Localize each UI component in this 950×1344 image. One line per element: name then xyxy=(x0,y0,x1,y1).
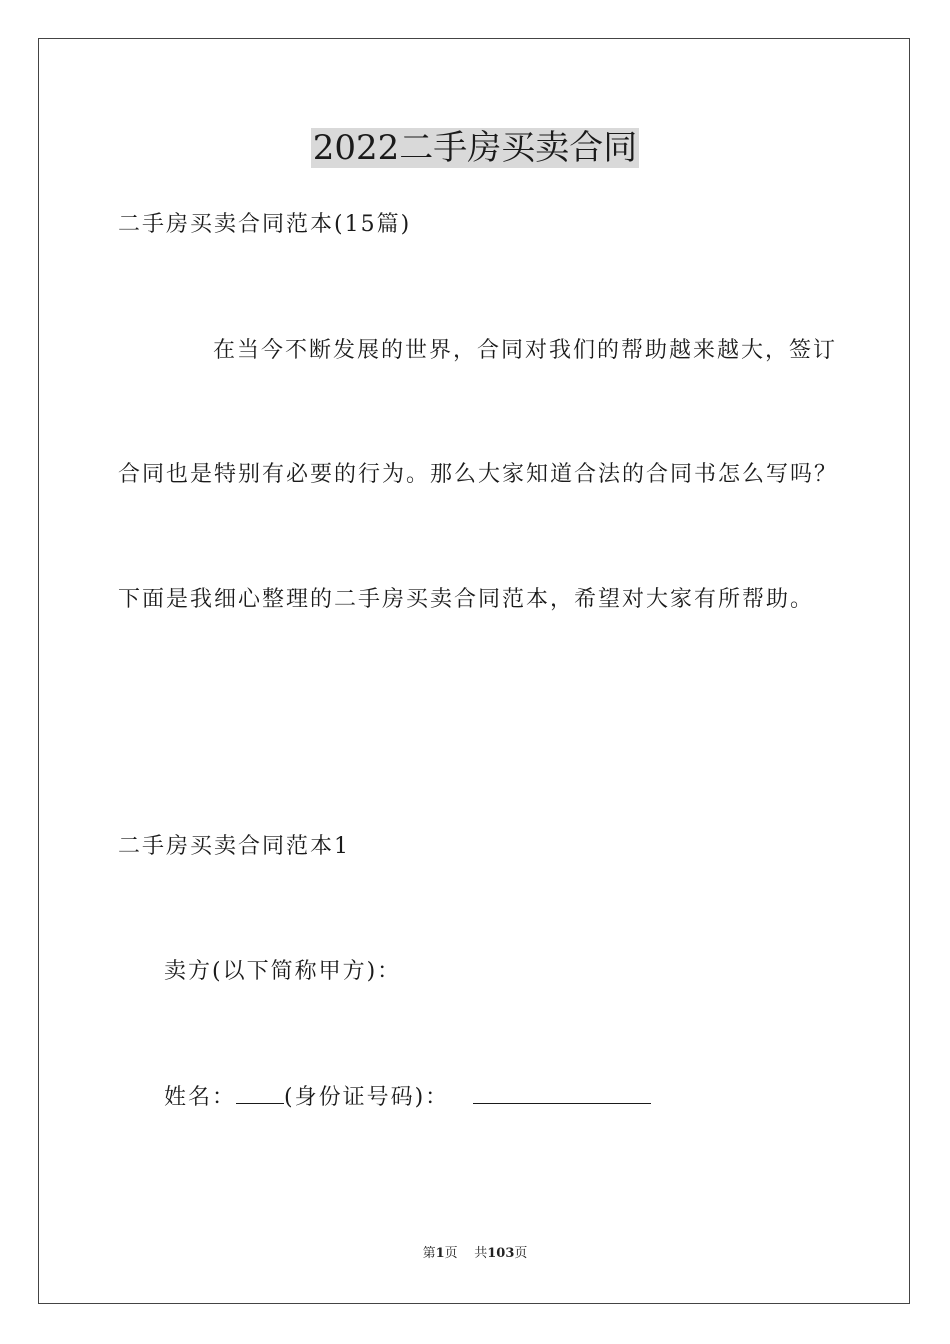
intro-paragraph-line-1: 在当今不断发展的世界，合同对我们的帮助越来越大，签订 xyxy=(213,338,838,363)
id-label: (身份证号码)： xyxy=(284,1085,450,1110)
name-label: 姓名： xyxy=(164,1085,237,1110)
intro-paragraph-line-2: 合同也是特别有必要的行为。那么大家知道合法的合同书怎么写吗？ xyxy=(118,462,839,487)
footer-page-suffix: 页 xyxy=(444,1246,458,1261)
name-blank xyxy=(236,1081,284,1104)
footer-total-suffix: 页 xyxy=(514,1246,528,1261)
document-title-text: 2022二手房买卖合同 xyxy=(312,128,638,168)
document-title xyxy=(0,126,950,170)
id-number-blank xyxy=(473,1081,651,1104)
footer-page-number: 1 xyxy=(435,1246,445,1261)
footer-total-prefix: 共 xyxy=(474,1246,488,1261)
section-heading: 二手房买卖合同范本1 xyxy=(118,834,350,859)
document-subtitle: 二手房买卖合同范本(15篇) xyxy=(118,212,412,237)
footer-page-prefix: 第 xyxy=(422,1246,436,1261)
footer-total-pages: 103 xyxy=(487,1246,515,1261)
page-footer xyxy=(0,1245,950,1263)
seller-name-line xyxy=(164,1081,651,1113)
intro-paragraph-line-3: 下面是我细心整理的二手房买卖合同范本，希望对大家有所帮助。 xyxy=(118,587,815,612)
seller-line: 卖方(以下简称甲方)： xyxy=(164,959,402,984)
